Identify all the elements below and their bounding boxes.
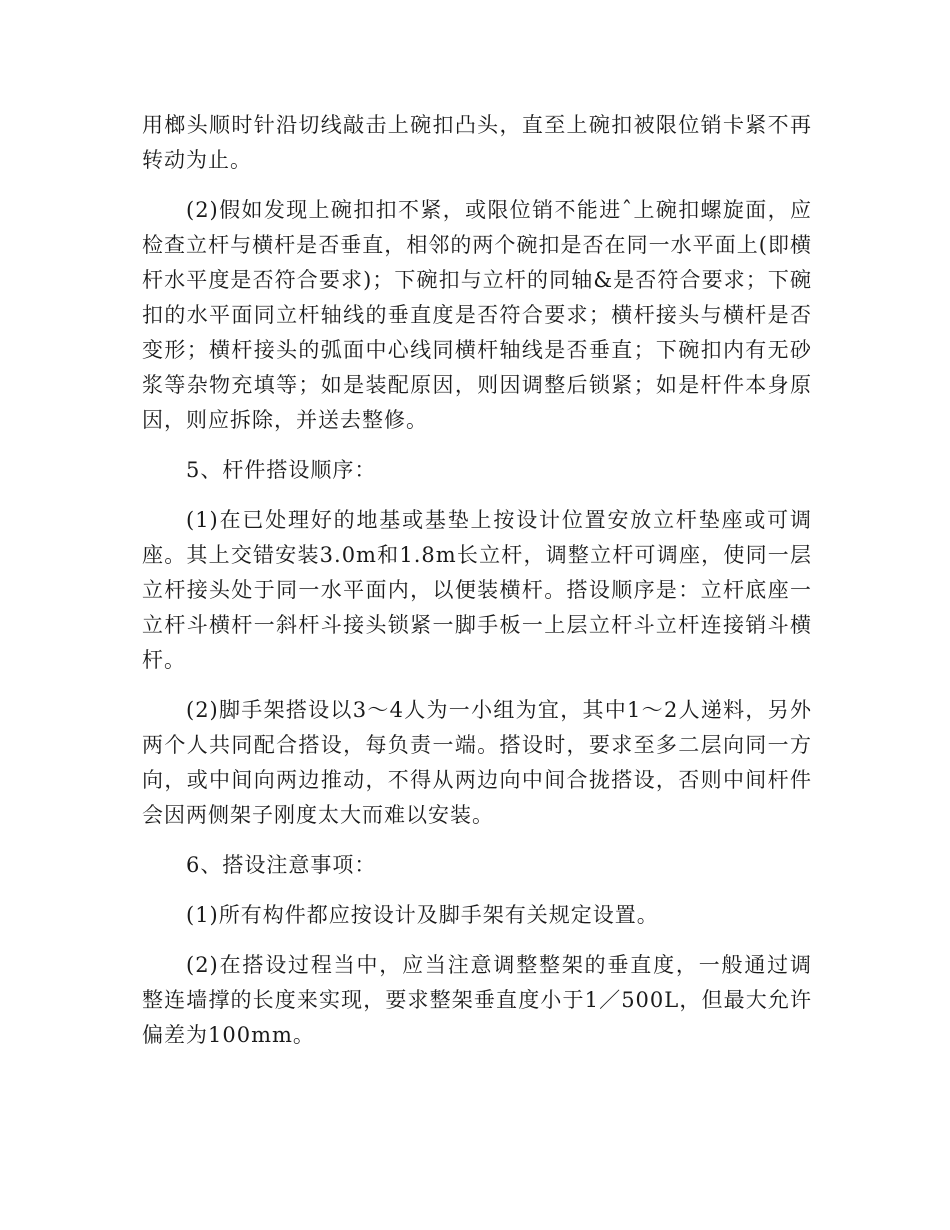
paragraph-erection-step-1: (1)在已处理好的地基或基垫上按设计位置安放立杆垫座或可调座。其上交错安装3.0m和1.8m长立杆，调整立杆可调座，使同一层立杆接头处于同一水平面内，以便装横杆。搭设顺序是：立杆底座一立杆斗横杆一斜杆斗接头锁紧一脚手板一上层立杆斗立杆连接销斗横杆。	[142, 508, 812, 672]
document-body	[142, 108, 812, 1053]
section-heading-precautions: 6、搭设注意事项：	[186, 853, 377, 877]
section-heading-erection-sequence: 5、杆件搭设顺序：	[186, 458, 377, 482]
paragraph-precaution-2: (2)在搭设过程当中，应当注意调整整架的垂直度，一般通过调整连墙撑的长度来实现，要求整架垂直度小于1／500L，但最大允许偏差为100mm。	[142, 953, 812, 1047]
paragraph-continuation: 用榔头顺时针沿切线敲击上碗扣凸头，直至上碗扣被限位销卡紧不再转动为止。	[142, 113, 812, 172]
paragraph-precaution-1: (1)所有构件都应按设计及脚手架有关规定设置。	[186, 903, 659, 927]
paragraph-erection-step-2: (2)脚手架搭设以3～4人为一小组为宜，其中1～2人递料，另外两个人共同配合搭设，每负责一端。搭设时，要求至多二层向同一方向，或中间向两边推动，不得从两边向中间合拢搭设，否则中间杆件会因两侧架子刚度太大而难以安装。	[142, 698, 812, 827]
paragraph-adjustment-check: (2)假如发现上碗扣扣不紧，或限位销不能进ˆ上碗扣螺旋面，应检查立杆与横杆是否垂直，相邻的两个碗扣是否在同一水平面上(即横杆水平度是否符合要求)；下碗扣与立杆的同轴&是否符合要求；下碗扣的水平面同立杆轴线的垂直度是否符合要求；横杆接头与横杆是否变形；横杆接头的弧面中心线同横杆轴线是否垂直；下碗扣内有无砂浆等杂物充填等；如是装配原因，则因调整后锁紧；如是杆件本身原因，则应拆除，并送去整修。	[142, 198, 812, 432]
